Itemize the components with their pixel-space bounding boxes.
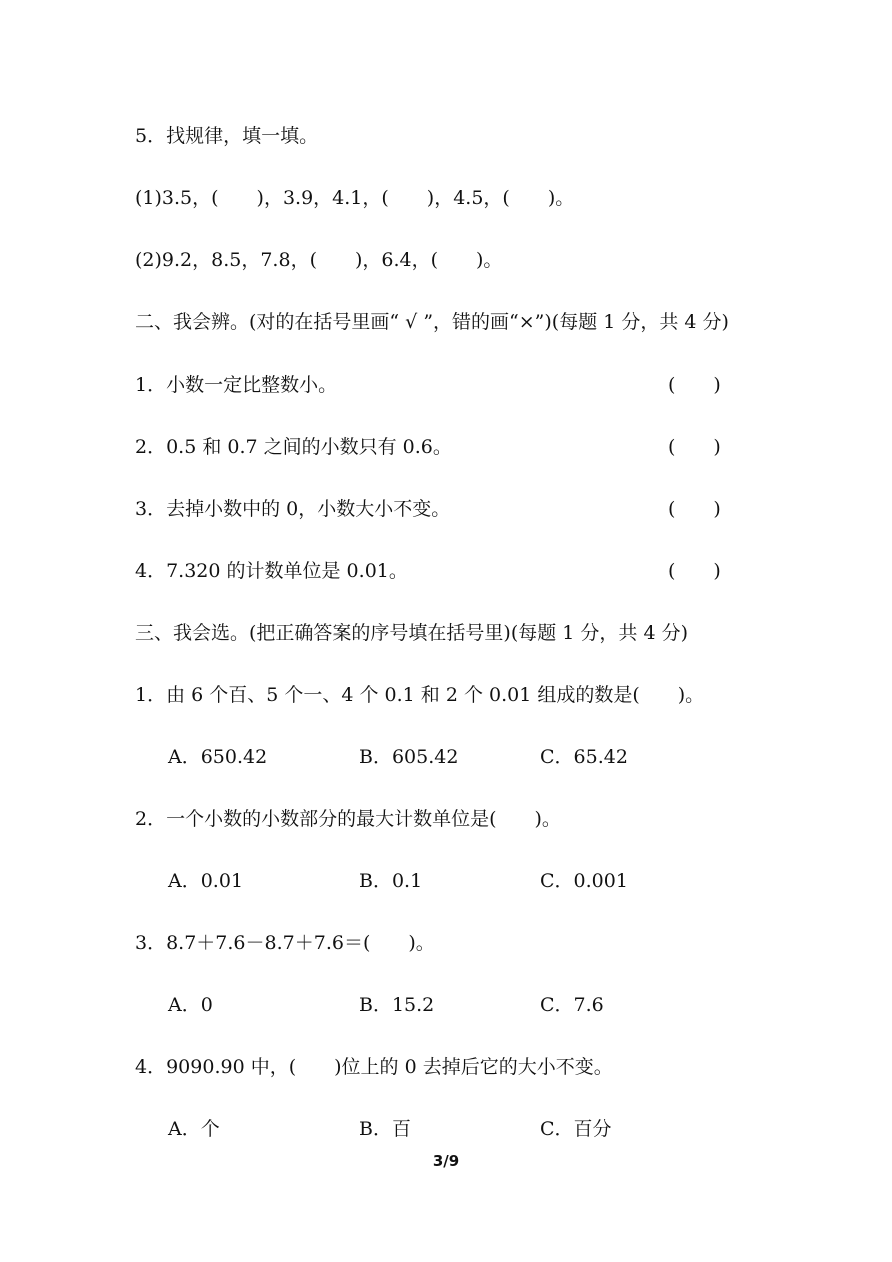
q5-sequence-2: (2)9.2，8.5，7.8，( )，6.4，( )。 (135, 249, 503, 271)
choice-option-b: B．百 (359, 1118, 411, 1140)
choice-option-c: C．百分 (540, 1118, 612, 1140)
judge-item-4: 4．7.320 的计数单位是 0.01。 (135, 560, 408, 582)
choice-option-a: A．650.42 (168, 746, 268, 768)
choice-option-c: C．7.6 (540, 994, 604, 1016)
q5-sequence-1: (1)3.5，( )，3.9，4.1，( )，4.5，( )。 (135, 187, 575, 209)
judge-item-2: 2．0.5 和 0.7 之间的小数只有 0.6。 (135, 436, 452, 458)
judge-answer-paren-1: ( ) (668, 374, 721, 396)
choice-option-b: B．0.1 (359, 870, 423, 892)
choice-question-3: 3．8.7＋7.6－8.7＋7.6＝( )。 (135, 932, 435, 954)
q5-title: 5．找规律，填一填。 (135, 125, 319, 147)
choice-question-4: 4．9090.90 中，( )位上的 0 去掉后它的大小不变。 (135, 1056, 613, 1078)
choice-option-c: C．65.42 (540, 746, 628, 768)
choice-option-b: B．605.42 (359, 746, 459, 768)
choice-question-2: 2．一个小数的小数部分的最大计数单位是( )。 (135, 808, 561, 830)
section2-heading: 二、我会辨。(对的在括号里画“ √ ”，错的画“×”)(每题 1 分，共 4 分) (135, 311, 729, 333)
judge-answer-paren-4: ( ) (668, 560, 721, 582)
page-number: 3/9 (432, 1152, 460, 1170)
choice-question-1: 1．由 6 个百、5 个一、4 个 0.1 和 2 个 0.01 组成的数是( )。 (135, 684, 705, 706)
choice-option-a: A．0.01 (168, 870, 244, 892)
judge-answer-paren-3: ( ) (668, 498, 721, 520)
section3-heading: 三、我会选。(把正确答案的序号填在括号里)(每题 1 分，共 4 分) (135, 622, 688, 644)
judge-item-1: 1．小数一定比整数小。 (135, 374, 338, 396)
choice-option-c: C．0.001 (540, 870, 628, 892)
judge-answer-paren-2: ( ) (668, 436, 721, 458)
choice-option-a: A．0 (168, 994, 213, 1016)
judge-item-3: 3．去掉小数中的 0，小数大小不变。 (135, 498, 451, 520)
choice-option-a: A．个 (168, 1118, 220, 1140)
choice-option-b: B．15.2 (359, 994, 435, 1016)
